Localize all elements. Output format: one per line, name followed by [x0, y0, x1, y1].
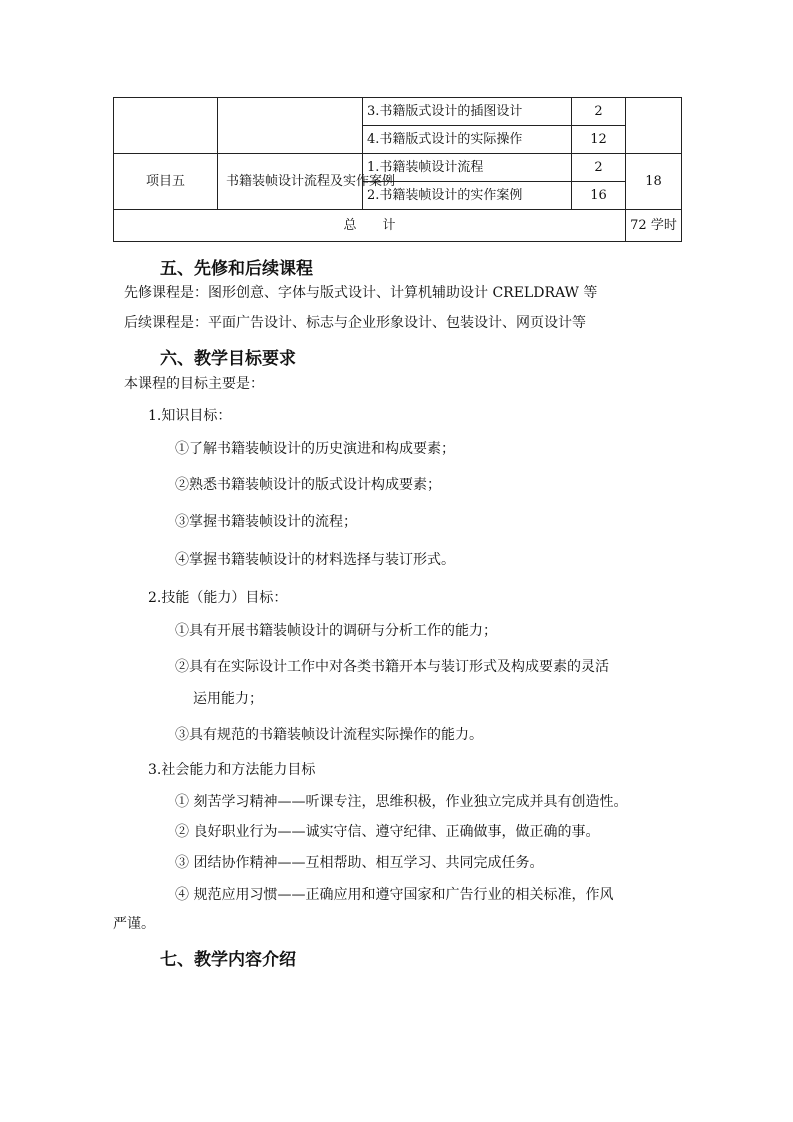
- intro-text: 本课程的目标主要是：: [124, 376, 264, 392]
- followup-text: 后续课程是：平面广告设计、标志与企业形象设计、包装设计、网页设计等: [124, 315, 586, 331]
- category-cell: [218, 154, 396, 210]
- table-row: [114, 98, 682, 126]
- category-cell: [218, 98, 363, 154]
- content-cell: 4.书籍版式设计的实际操作: [363, 126, 572, 154]
- hours-cell: 16: [572, 182, 626, 210]
- list-item-continuation: 严谨。: [113, 916, 155, 932]
- total-label: 总 计: [114, 210, 626, 242]
- hours-cell: 2: [572, 98, 626, 126]
- content-cell: 2.书籍装帧设计的实作案例: [363, 182, 572, 210]
- hours-cell: 12: [572, 126, 626, 154]
- section-heading: 七、教学内容介绍: [160, 950, 296, 970]
- subsection-title: 3.社会能力和方法能力目标: [148, 762, 316, 778]
- subtotal-cell: [626, 98, 682, 154]
- table-row: [114, 154, 682, 182]
- list-item: ①具有开展书籍装帧设计的调研与分析工作的能力；: [175, 623, 497, 639]
- section-heading: 六、教学目标要求: [160, 349, 296, 369]
- subsection-title: 1.知识目标：: [148, 408, 232, 424]
- list-item: ②具有在实际设计工作中对各类书籍开本与装订形式及构成要素的灵活: [175, 659, 609, 675]
- content-cell: 3.书籍版式设计的插图设计: [363, 98, 572, 126]
- subsection-title: 2.技能（能力）目标：: [148, 590, 288, 606]
- list-item: ③掌握书籍装帧设计的流程；: [175, 514, 357, 530]
- total-value: 72 学时: [626, 210, 682, 242]
- list-item: ② 良好职业行为——诚实守信、遵守纪律、正确做事，做正确的事。: [175, 824, 600, 840]
- item-cell: [114, 98, 218, 154]
- list-item: ④ 规范应用习惯——正确应用和遵守国家和广告行业的相关标准，作风: [175, 887, 614, 903]
- hours-cell: 2: [572, 154, 626, 182]
- list-item: ③具有规范的书籍装帧设计流程实际操作的能力。: [175, 727, 483, 743]
- section-heading: 五、先修和后续课程: [160, 259, 313, 279]
- course-hours-table: [113, 97, 682, 242]
- table-total-row: [114, 210, 682, 242]
- list-item-continuation: 运用能力；: [193, 691, 263, 707]
- item-cell: 项目五: [114, 154, 218, 210]
- list-item: ① 刻苦学习精神——听课专注，思维积极，作业独立完成并具有创造性。: [175, 794, 628, 810]
- prerequisite-text: 先修课程是：图形创意、字体与版式设计、计算机辅助设计 CRELDRAW 等: [124, 285, 598, 301]
- list-item: ④掌握书籍装帧设计的材料选择与装订形式。: [175, 552, 455, 568]
- list-item: ③ 团结协作精神——互相帮助、相互学习、共同完成任务。: [175, 855, 544, 871]
- subtotal-cell: 18: [626, 154, 682, 210]
- list-item: ①了解书籍装帧设计的历史演进和构成要素；: [175, 441, 455, 457]
- content-cell: 1.书籍装帧设计流程: [363, 154, 572, 182]
- list-item: ②熟悉书籍装帧设计的版式设计构成要素；: [175, 477, 441, 493]
- category-text: 书籍装帧设计流程及实作案例: [226, 174, 396, 189]
